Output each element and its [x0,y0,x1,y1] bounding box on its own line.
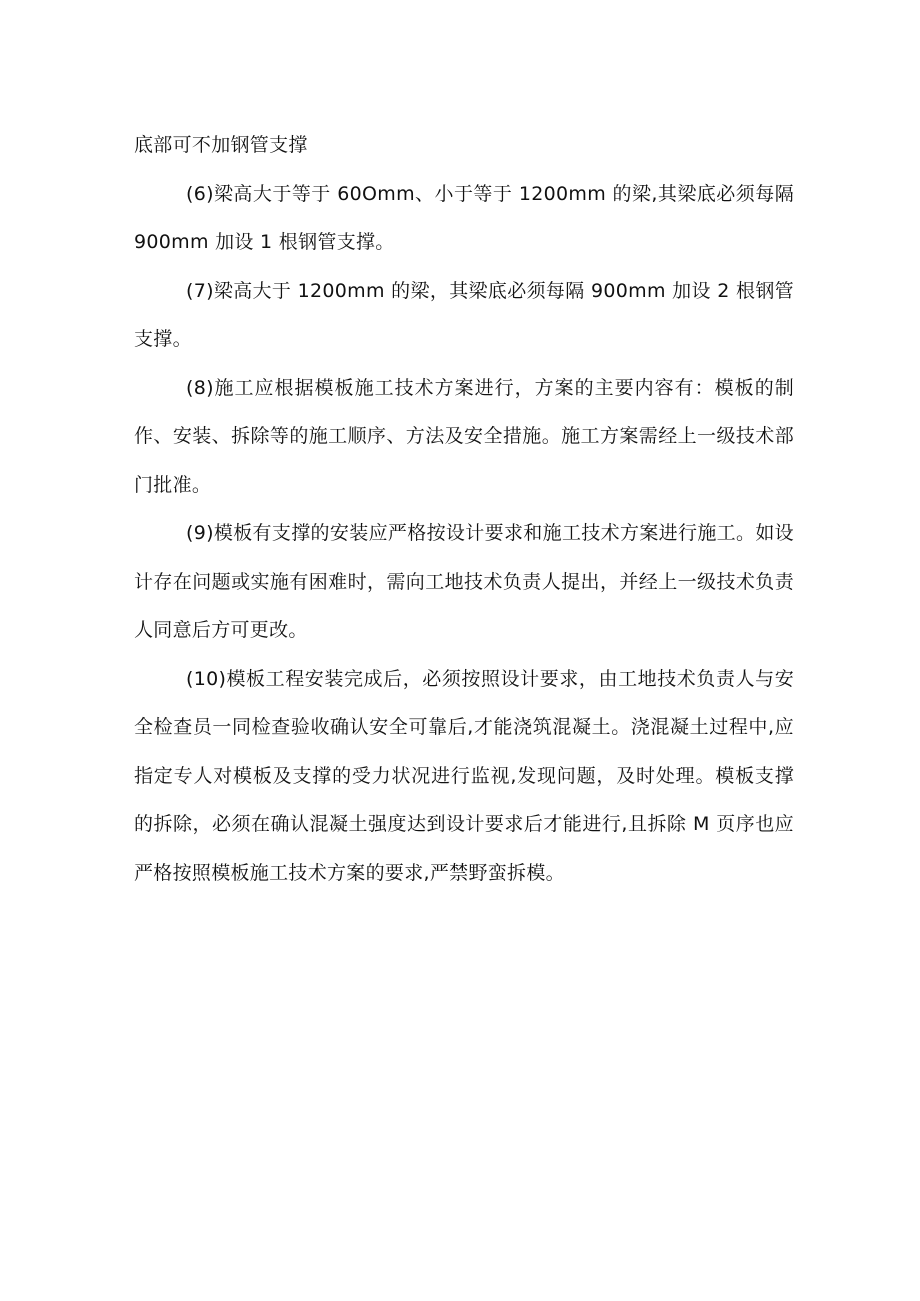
paragraph-item-9: (9)模板有支撑的安装应严格按设计要求和施工技术方案进行施工。如设计存在问题或实施有困难时，需向工地技术负责人提出，并经上一级技术负责人同意后方可更改。 [134,522,794,641]
paragraph-item-8: (8)施工应根据模板施工技术方案进行，方案的主要内容有：模板的制作、安装、拆除等的施工顺序、方法及安全措施。施工方案需经上一级技术部门批准。 [134,376,794,496]
paragraph-item-6: (6)梁高大于等于 60Omm、小于等于 1200mm 的梁,其梁底必须每隔 900mm 加设 1 根钢管支撑。 [134,182,794,253]
paragraph-item-7: (7)梁高大于 1200mm 的梁，其梁底必须每隔 900mm 加设 2 根钢管支撑。 [134,279,794,350]
paragraph-item-10: (10)模板工程安装完成后，必须按照设计要求，由工地技术负责人与安全检查员一同检查验收确认安全可靠后,才能浇筑混凝土。浇混凝土过程中,应指定专人对模板及支撑的受力状况进行监视,发现问题，及时处理。模板支撑的拆除，必须在确认混凝土强度达到设计要求后才能进行,且拆除 M 页序也应严格按照模板施工技术方案的要求,严禁野蛮拆模。 [134,667,794,884]
document-body [134,121,794,897]
paragraph-continuation: 底部可不加钢管支撑 [134,134,308,156]
